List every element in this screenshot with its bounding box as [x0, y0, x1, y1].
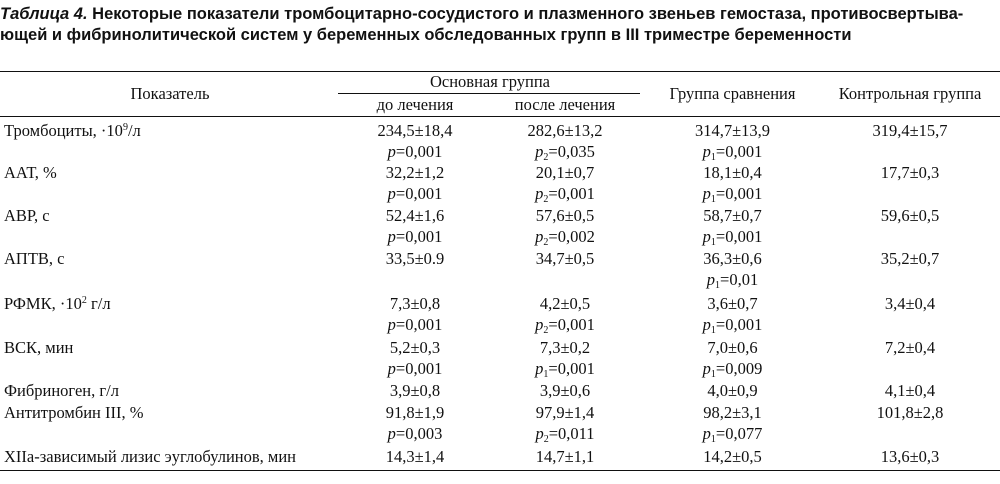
cell-before: 14,3±1,4 — [385, 447, 445, 466]
cell-after: 20,1±0,7 — [535, 163, 595, 182]
row-label: Фибриноген, г/л — [4, 381, 119, 400]
cell-after: 3,9±0,6 — [539, 381, 591, 400]
cell-comparison: 4,0±0,9 — [707, 381, 758, 400]
cell-comparison: 98,2±3,1 — [703, 403, 762, 422]
table-caption — [0, 4, 1000, 46]
cell-before: 32,2±1,2 — [385, 163, 445, 182]
header-before: до лечения — [376, 95, 454, 114]
p-before: p=0,001 — [387, 359, 443, 378]
cell-control: 13,6±0,3 — [880, 447, 940, 466]
cell-before: 33,5±0.9 — [385, 249, 445, 268]
caption-line-2: ющей и фибринолитической систем у беременных обследованных групп в III триместре беременности — [0, 26, 852, 44]
p-after: $p_2=0,011$ — [535, 424, 595, 445]
row-label: ВСК, мин — [4, 338, 74, 357]
p-after: $p_2=0,002$ — [535, 227, 595, 248]
header-main-group: Основная группа — [429, 72, 550, 91]
header-control: Контрольная группа — [838, 84, 982, 103]
cell-control: 7,2±0,4 — [884, 338, 936, 357]
cell-comparison: 18,1±0,4 — [703, 163, 762, 182]
p-after: $p_1=0,001$ — [535, 359, 595, 380]
p-comparison: $p_1=0,009$ — [702, 359, 763, 380]
cell-control: 59,6±0,5 — [880, 206, 940, 225]
cell-after: 34,7±0,5 — [535, 249, 595, 268]
row-label: Тромбоциты, $\cdot 10^9/л$ — [4, 121, 141, 140]
p-comparison: $p_1=0,001$ — [702, 142, 763, 163]
cell-after: 14,7±1,1 — [535, 447, 595, 466]
row-label: ААТ, % — [4, 163, 57, 182]
cell-control: 319,4±15,7 — [872, 121, 948, 140]
cell-after: 282,6±13,2 — [527, 121, 603, 140]
p-before: p=0,001 — [387, 227, 443, 246]
cell-before: 52,4±1,6 — [385, 206, 445, 225]
cell-comparison: 14,2±0,5 — [703, 447, 762, 466]
bottom-rule — [0, 470, 1000, 471]
p-before: p=0,001 — [387, 142, 443, 161]
p-before: p=0,003 — [387, 424, 443, 443]
row-label: Антитромбин III, % — [4, 403, 144, 422]
p-after: $p_2=0,001$ — [535, 315, 595, 336]
cell-before: 7,3±0,8 — [389, 294, 441, 313]
p-after: $p_2=0,001$ — [535, 184, 595, 205]
cell-before: 234,5±18,4 — [377, 121, 453, 140]
cell-after: 97,9±1,4 — [535, 403, 595, 422]
p-before: p=0,001 — [387, 315, 443, 334]
p-comparison: $p_1=0,001$ — [702, 227, 763, 248]
cell-comparison: 314,7±13,9 — [694, 121, 771, 140]
p-before: p=0,001 — [387, 184, 443, 203]
caption-line-1: Некоторые показатели тромбоцитарно-сосудистого и плазменного звеньев гемостаза, противосвертыва- — [87, 5, 964, 23]
cell-comparison: 58,7±0,7 — [703, 206, 762, 225]
cell-after: 4,2±0,5 — [539, 294, 591, 313]
cell-before: 5,2±0,3 — [389, 338, 441, 357]
cell-control: 17,7±0,3 — [880, 163, 940, 182]
main-group-rule — [338, 93, 640, 94]
cell-after: 57,6±0,5 — [535, 206, 595, 225]
header-indicator: Показатель — [130, 84, 210, 103]
cell-control: 35,2±0,7 — [880, 249, 940, 268]
p-comparison: $p_1=0,01$ — [706, 270, 759, 291]
header-after: после лечения — [514, 95, 616, 114]
cell-before: 3,9±0,8 — [389, 381, 441, 400]
p-comparison: $p_1=0,001$ — [702, 315, 763, 336]
cell-control: 4,1±0,4 — [884, 381, 936, 400]
cell-control: 101,8±2,8 — [876, 403, 944, 422]
cell-before: 91,8±1,9 — [385, 403, 445, 422]
table-number: Таблица 4. — [0, 5, 88, 23]
cell-comparison: 3,6±0,7 — [707, 294, 758, 313]
p-comparison: $p_1=0,077$ — [702, 424, 763, 445]
cell-after: 7,3±0,2 — [539, 338, 591, 357]
p-after: $p_2=0,035$ — [535, 142, 595, 163]
row-label: XIIа-зависимый лизис эуглобулинов, мин — [4, 447, 297, 466]
header-rule — [0, 116, 1000, 117]
cell-comparison: 7,0±0,6 — [707, 338, 758, 357]
row-label: АВР, с — [4, 206, 50, 225]
cell-comparison: 36,3±0,6 — [703, 249, 762, 268]
row-label: РФМК, $\cdot 10^2$ г/л — [4, 294, 111, 313]
cell-control: 3,4±0,4 — [884, 294, 936, 313]
header-comparison: Группа сравнения — [669, 84, 796, 103]
p-comparison: $p_1=0,001$ — [702, 184, 763, 205]
row-label: АПТВ, с — [4, 249, 65, 268]
